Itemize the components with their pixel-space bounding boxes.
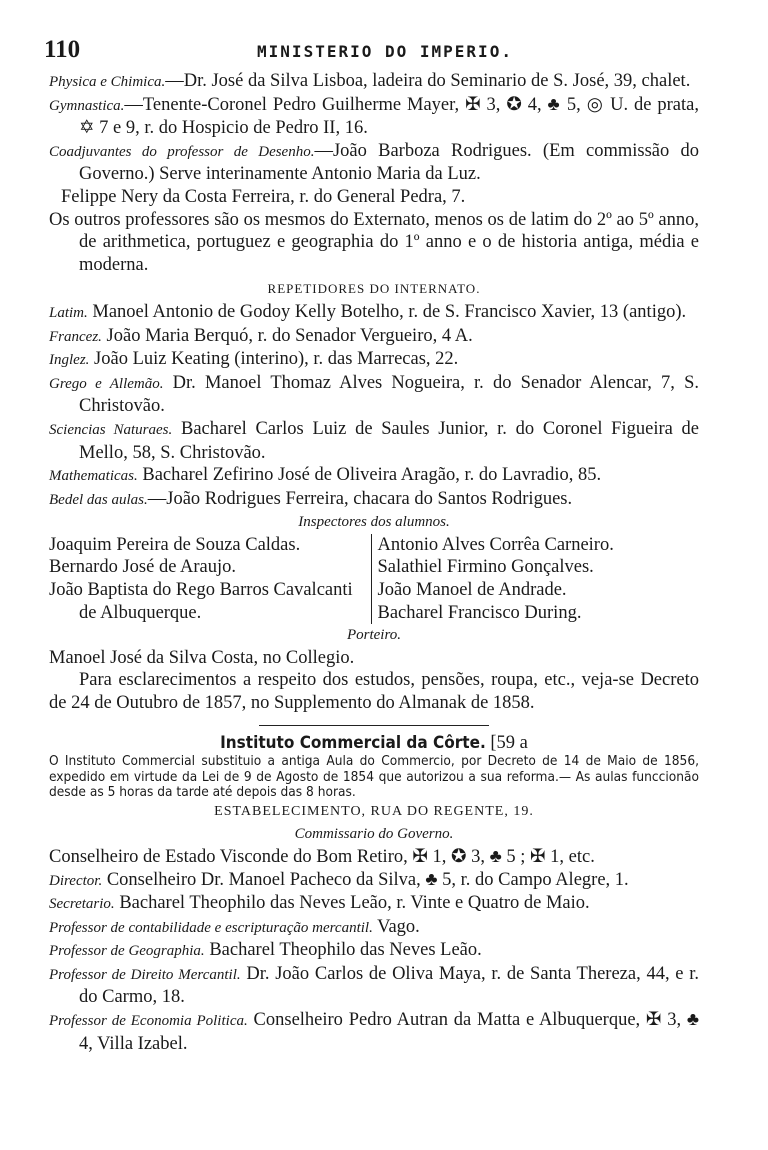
entry-text: —Dr. José da Silva Lisboa, ladeira do Seminario de S. José, 39, chalet. — [165, 71, 691, 91]
entry-mathematicas — [49, 464, 699, 488]
entry-text: Dr. João Carlos de Oliva Maya, r. de Santa Thereza, 44, e r. do Carmo, 18. — [79, 963, 700, 1008]
entry-text: Bacharel Zefirino José de Oliveira Aragão, r. do Lavradio, 85. — [142, 465, 602, 486]
commissario-heading: Commissario do Governo. — [294, 826, 454, 843]
page-number: 110 — [44, 36, 81, 63]
instituto-ref: [59 a — [490, 732, 528, 753]
inspector-name: Salathiel Firmino Gonçalves. — [377, 557, 594, 578]
entry-sciencias — [49, 418, 699, 464]
entry-label: Gymnastica. — [49, 97, 125, 114]
entry-label: Mathematicas. — [49, 468, 138, 485]
entry-director — [49, 869, 699, 893]
inspectores-right — [371, 534, 700, 624]
entry-economia — [49, 1009, 699, 1055]
section-divider — [259, 725, 489, 726]
entry-text: João Luiz Keating (interino), r. das Marrecas, 22. — [94, 349, 459, 370]
entry-label: Physica e Chimica. — [49, 74, 166, 90]
instituto-heading — [49, 732, 699, 755]
entry-text: Bacharel Theophilo das Neves Leão. — [209, 940, 482, 961]
running-title: MINISTERIO DO IMPERIO. — [257, 42, 513, 61]
entry-coadjuvantes — [49, 140, 699, 186]
inspector-name: João Manoel de Andrade. — [377, 580, 567, 601]
entry-label: Bedel das aulas. — [49, 491, 148, 508]
inspector-name: Joaquim Pereira de Souza Caldas. — [49, 534, 301, 555]
entry-label: Grego e Allemão. — [49, 375, 164, 392]
entry-label: Professor de Economia Politica. — [49, 1013, 248, 1030]
entry-label: Francez. — [49, 328, 102, 345]
entry-inglez — [49, 348, 699, 372]
inspectores-left — [49, 534, 371, 624]
entry-geographia — [49, 939, 699, 963]
entry-secretario — [49, 892, 699, 916]
porteiro-heading: Porteiro. — [346, 627, 402, 644]
porteiro-text: Manoel José da Silva Costa, no Collegio. — [49, 647, 355, 668]
entry-direito — [49, 963, 699, 1009]
entry-grego — [49, 372, 699, 418]
entry-text: Felippe Nery da Costa Ferreira, r. do General Pedra, 7. — [61, 186, 466, 207]
entry-label: Coadjuvantes do professor de Desenho. — [49, 143, 315, 160]
entry-text: —João Rodrigues Ferreira, chacara do Santos Rodrigues. — [147, 488, 573, 509]
entry-text: Vago. — [377, 916, 420, 937]
entry-text: João Maria Berquó, r. do Senador Vergueiro, 4 A. — [106, 325, 473, 346]
entry-text: Conselheiro Pedro Autran da Matta e Albuquerque, ✠ 3, ♣ 4, Villa Izabel. — [79, 1010, 700, 1054]
para-text: Para esclarecimentos a respeito dos estudos, pensões, roupa, etc., veja-se Decreto de 24 de Outubro de 1857, no Supplemento do Almanak de 1858. — [49, 670, 699, 714]
entry-label: Director. — [49, 872, 103, 889]
inspector-name: Bernardo José de Araujo. — [49, 557, 237, 578]
page-body — [49, 70, 699, 1055]
entry-commissario — [49, 846, 699, 869]
entry-label: Professor de Geographia. — [49, 943, 205, 960]
inspector-name: João Baptista do Rego Barros Cavalcanti de Albuquerque. — [49, 580, 353, 623]
instituto-title: Instituto Commercial da Côrte. — [220, 732, 486, 753]
entry-label: Latim. — [49, 304, 88, 321]
estabelecimento: ESTABELECIMENTO, RUA DO REGENTE, 19. — [214, 803, 534, 819]
entry-latim — [49, 301, 699, 325]
entry-felippe — [49, 186, 699, 209]
entry-gymnastica — [49, 94, 699, 140]
entry-outros — [49, 209, 699, 277]
inspectores-columns — [49, 534, 699, 624]
entry-francez — [49, 325, 699, 349]
entry-label: Secretario. — [49, 896, 115, 913]
entry-contabilidade — [49, 916, 699, 940]
entry-label: Professor de Direito Mercantil. — [49, 966, 241, 983]
inspector-name: Bacharel Francisco During. — [377, 602, 582, 623]
entry-text: Dr. Manoel Thomaz Alves Nogueira, r. do Senador Alencar, 7, S. Christovão. — [79, 372, 699, 417]
repetidores-heading: REPETIDORES DO INTERNATO. — [267, 281, 481, 297]
entry-text: Conselheiro Dr. Manoel Pacheco da Silva, ♣ 5, r. do Campo Alegre, 1. — [106, 869, 629, 890]
inspector-name: Antonio Alves Corrêa Carneiro. — [377, 534, 614, 555]
entry-text: Manoel Antonio de Godoy Kelly Botelho, r. de S. Francisco Xavier, 13 (antigo). — [92, 301, 687, 322]
entry-text: —João Barboza Rodrigues. (Em commissão do Governo.) Serve interinamente Antonio Maria da Luz. — [79, 140, 700, 185]
entry-text: Os outros professores são os mesmos do Externato, menos os de latim do 2º ao 5º anno, de arithmetica, portuguez e geographia do 1º anno e o de historia antiga, média e moderna. — [49, 209, 699, 275]
entry-text: —Tenente-Coronel Pedro Guilherme Mayer, ✠ 3, ✪ 4, ♣ 5, ◎ U. de prata, ✡ 7 e 9, r. do Hospicio de Pedro II, 16. — [79, 94, 699, 139]
entry-label: Sciencias Naturaes. — [49, 421, 173, 438]
entry-text: Bacharel Theophilo das Neves Leão, r. Vinte e Quatro de Maio. — [119, 893, 590, 914]
entry-label: Professor de contabilidade e escripturação mercantil. — [49, 919, 373, 936]
entry-physica — [49, 70, 699, 94]
entry-text: Conselheiro de Estado Visconde do Bom Retiro, ✠ 1, ✪ 3, ♣ 5 ; ✠ 1, etc. — [49, 846, 595, 867]
entry-label: Inglez. — [49, 352, 90, 369]
entry-text: Bacharel Carlos Luiz de Saules Junior, r. do Coronel Figueira de Mello, 58, S. Christovão. — [79, 418, 700, 463]
inspectores-heading: Inspectores dos alumnos. — [298, 514, 450, 531]
instituto-desc: O Instituto Commercial substituio a antiga Aula do Commercio, por Decreto de 14 de Maio de 1856, expedido em virtude da Lei de 9 de Agosto de 1854 que autorizou a sua reforma.— As aulas funccionão desde as 5 horas da tarde até depois das 8 horas. — [49, 753, 699, 801]
entry-bedel — [49, 488, 699, 512]
page-header — [40, 36, 730, 66]
